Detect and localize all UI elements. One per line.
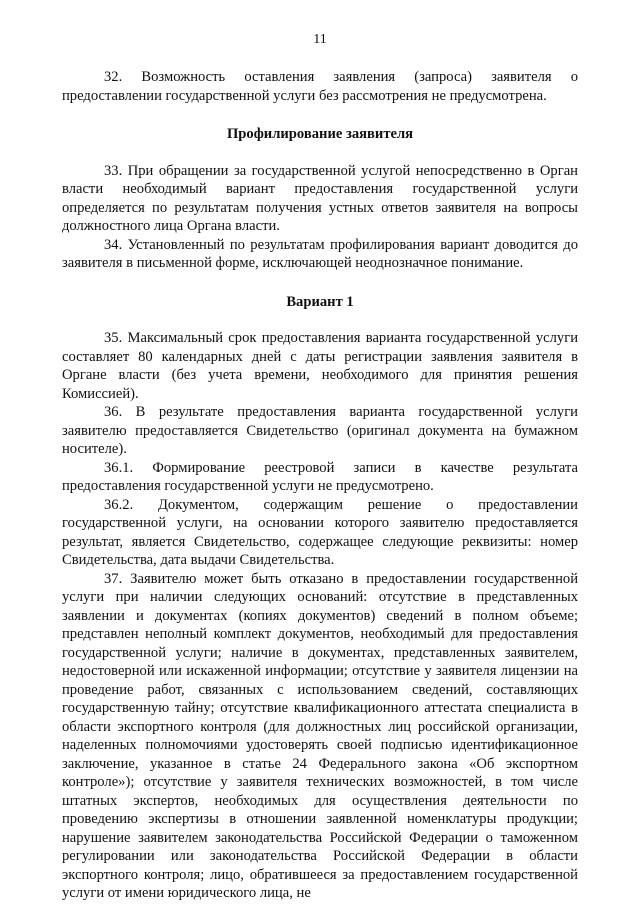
paragraph-36-1: 36.1. Формирование реестровой записи в качестве результата предоставления государственной услуги не предусмотрено.	[62, 459, 578, 494]
paragraph-36-2: 36.2. Документом, содержащим решение о предоставлении государственной услуги, на основании которого заявителю предоставляется результат, является Свидетельство, содержащее следующие реквизиты: номер Свидетельства, дата выдачи Свидетельства.	[62, 496, 578, 568]
paragraph-33: 33. При обращении за государственной услугой непосредственно в Орган власти необходимый вариант предоставления государственной услуги определяется по результатам получения устных ответов заявителя на вопросы должностного лица Органа власти.	[62, 162, 578, 234]
paragraph-34: 34. Установленный по результатам профилирования вариант доводится до заявителя в письменной форме, исключающей неоднозначное понимание.	[62, 236, 578, 271]
paragraph-37: 37. Заявителю может быть отказано в предоставлении государственной услуги при наличии следующих оснований: отсутствие в представленных заявлении и документах (копиях документов) сведений в полном объеме; представлен неполный комплект документов, необходимый для предоставления государственной услуги; наличие в документах, представленных заявителем, недостоверной или искаженной информации; отсутствие у заявителя лицензии на проведение работ, связанных с использованием сведений, составляющих государственную тайну; отсутствие квалификационного аттестата специалиста в области экспортного контроля (для должностных лиц российской организации, наделенных полномочиями удостоверять своей подписью идентификационное заключение, указанное в статье 24 Федерального закона «Об экспортном контроле»); отсутствие у заявителя технических возможностей, в том числе штатных экспертов, необходимых для осуществления деятельности по проведению экспертизы в отношении заявленной номенклатуры продукции; нарушение заявителем законодательства Российской Федерации о таможенном регулировании или законодательства Российской Федерации в области экспортного контроля; лицо, обратившееся за предоставлением государственной услуги от имени юридического лица, не	[62, 570, 578, 901]
heading-profiling: Профилирование заявителя	[226, 126, 414, 142]
paragraph-32: 32. Возможность оставления заявления (запроса) заявителя о предоставлении государственной услуги без рассмотрения не предусмотрена.	[62, 69, 578, 104]
paragraph-35: 35. Максимальный срок предоставления варианта государственной услуги составляет 80 календарных дней с даты регистрации заявления заявителя в Органе власти (без учета времени, необходимого для принятия решения Комиссией).	[62, 330, 578, 402]
paragraph-36: 36. В результате предоставления варианта государственной услуги заявителю предоставляется Свидетельство (оригинал документа на бумажном носителе).	[62, 404, 578, 457]
heading-variant-1: Вариант 1	[286, 293, 354, 310]
page-number: 11	[313, 32, 327, 47]
